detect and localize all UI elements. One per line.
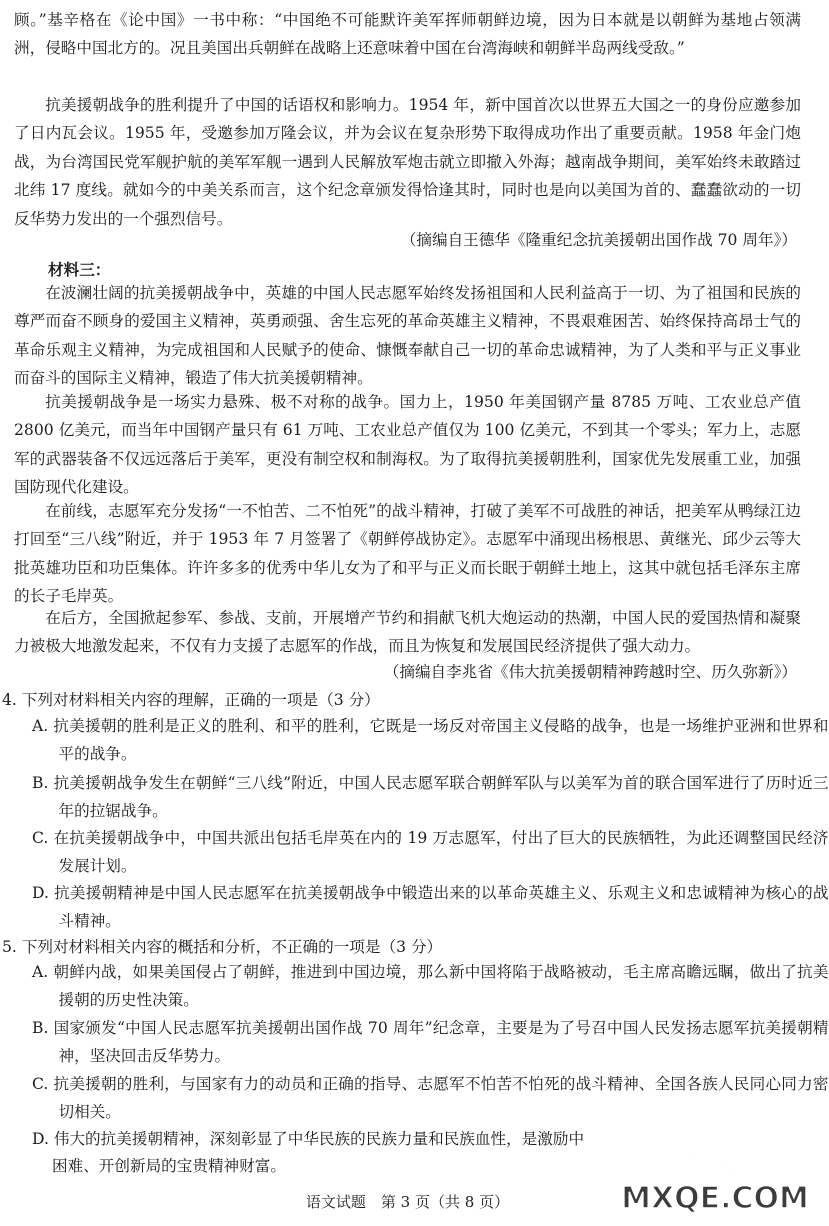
page-footer: 语文试题 第 3 页（共 8 页） (305, 1193, 510, 1211)
question-5-stem: 5. 下列对材料相关内容的概括和分析，不正确的一项是（3 分） (2, 938, 443, 956)
watermark-logo (621, 1130, 809, 1216)
question-5-option-d: D. 伟大的抗美援朝精神，深刻彰显了中华民族的民族力量和民族血性，是激励中 (32, 1130, 585, 1148)
source-citation-2: （摘编自王德华《隆重纪念抗美援朝出国作战 70 周年》） (400, 231, 797, 249)
question-5-option-d-continued: 困难、开创新局的宝贵精神财富。 (52, 1157, 286, 1175)
question-4-stem: 4. 下列对材料相关内容的理解，正确的一项是（3 分） (2, 691, 380, 709)
material-3-paragraph-1: 在波澜壮阔的抗美援朝战争中，英雄的中国人民志愿军始终发扬祖国和人民利益高于一切、为了祖国和民族的尊严而奋不顾身的爱国主义精神，英勇顽强、舍生忘死的革命英雄主义精神，不畏艰难困苦、始终保持高昂士气的革命乐观主义精神，为完成祖国和人民赋予的使命、慷慨奉献自己一切的革命忠诚精神，为了人类和平与正义事业而奋斗的国际主义精神，锻造了伟大抗美援朝精神。 (14, 284, 801, 388)
material-3-heading: 材料三： (48, 260, 111, 279)
question-4-option-d: D. 抗美援朝精神是中国人民志愿军在抗美援朝战争中锻造出来的以革命英雄主义、乐观主义和忠诚精神为核心的战斗精神。 (32, 884, 829, 931)
watermark-bottom-text: MXQE.COM (621, 1181, 809, 1216)
material-3-paragraph-4: 在后方，全国掀起参军、参战、支前，开展增产节约和捐献飞机大炮运动的热潮，中国人民的爱国热情和凝聚力被极大地激发起来，不仅有力支援了志愿军的作战，而且为恢复和发展国民经济提供了强大动力。 (14, 609, 801, 656)
material-3-paragraph-2: 抗美援朝战争是一场实力悬殊、极不对称的战争。国力上，1950 年美国钢产量 8785 万吨、工农业总产值 2800 亿美元，而当年中国钢产量只有 61 万吨、工农业总产值仅为 100 亿美元，不到其一个零头；军力上，志愿军的武器装备不仅远远落后于美军，更没有制空权和制海权。为了取得抗美援朝胜利，国家优先发展重工业，加强国防现代化建设。 (14, 393, 801, 497)
paragraph-intro: 顾。”基辛格在《论中国》一书中称：“中国绝不可能默许美军挥师朝鲜边境，因为日本就是以朝鲜为基地占领满洲，侵略中国北方的。况且美国出兵朝鲜在战略上还意味着中国在台湾海峡和朝鲜半岛两线受敌。” (14, 11, 801, 58)
material-3-paragraph-3: 在前线，志愿军充分发扬“一不怕苦、二不怕死”的战斗精神，打破了美军不可战胜的神话，把美军从鸭绿江边打回至“三八线”附近，并于 1953 年 7 月签署了《朝鲜停战协定》。志愿军中涌现出杨根思、黄继光、邱少云等大批英雄功臣和功臣集体。许许多多的优秀中华儿女为了和平与正义而长眠于朝鲜土地上，这其中就包括毛泽东主席的长子毛岸英。 (14, 502, 801, 606)
question-4-option-b: B. 抗美援朝战争发生在朝鲜“三八线”附近，中国人民志愿军联合朝鲜军队与以美军为首的联合国军进行了历时近三年的拉锯战争。 (32, 774, 829, 821)
question-5-option-c: C. 抗美援朝的胜利，与国家有力的动员和正确的指导、志愿军不怕苦不怕死的战斗精神、全国各族人民同心同力密切相关。 (32, 1075, 829, 1122)
question-4-option-c: C. 在抗美援朝战争中，中国共派出包括毛岸英在内的 19 万志愿军，付出了巨大的民族牺牲，为此还调整国民经济发展计划。 (32, 829, 829, 876)
question-4-option-a: A. 抗美援朝的胜利是正义的胜利、和平的胜利，它既是一场反对帝国主义侵略的战争，也是一场维护亚洲和世界和平的战争。 (32, 717, 829, 764)
watermark-top-text: 答案圈 (664, 1137, 766, 1177)
source-citation-3: （摘编自李兆省《伟大抗美援朝精神跨越时空、历久弥新》） (383, 663, 797, 681)
paragraph-victory: 抗美援朝战争的胜利提升了中国的话语权和影响力。1954 年，新中国首次以世界五大国之一的身份应邀参加了日内瓦会议。1955 年，受邀参加万隆会议，并为会议在复杂形势下取得成功作出了重要贡献。1958 年金门炮战，为台湾国民党军舰护航的美军军舰一遇到人民解放军炮击就立即撤入外海；越南战争期间，美军始终未敢踏过北纬 17 度线。就如今的中美关系而言，这个纪念章颁发得恰逢其时，同时也是向以美国为首的、蠢蠢欲动的一切反华势力发出的一个强烈信号。 (14, 96, 801, 228)
question-5-option-b: B. 国家颁发“中国人民志愿军抗美援朝出国作战 70 周年”纪念章，主要是为了号召中国人民发扬志愿军抗美援朝精神，坚决回击反华势力。 (32, 1019, 829, 1066)
question-5-option-a: A. 朝鲜内战，如果美国侵占了朝鲜，推进到中国边境，那么新中国将陷于战略被动，毛主席高瞻远瞩，做出了抗美援朝的历史性决策。 (32, 963, 829, 1010)
